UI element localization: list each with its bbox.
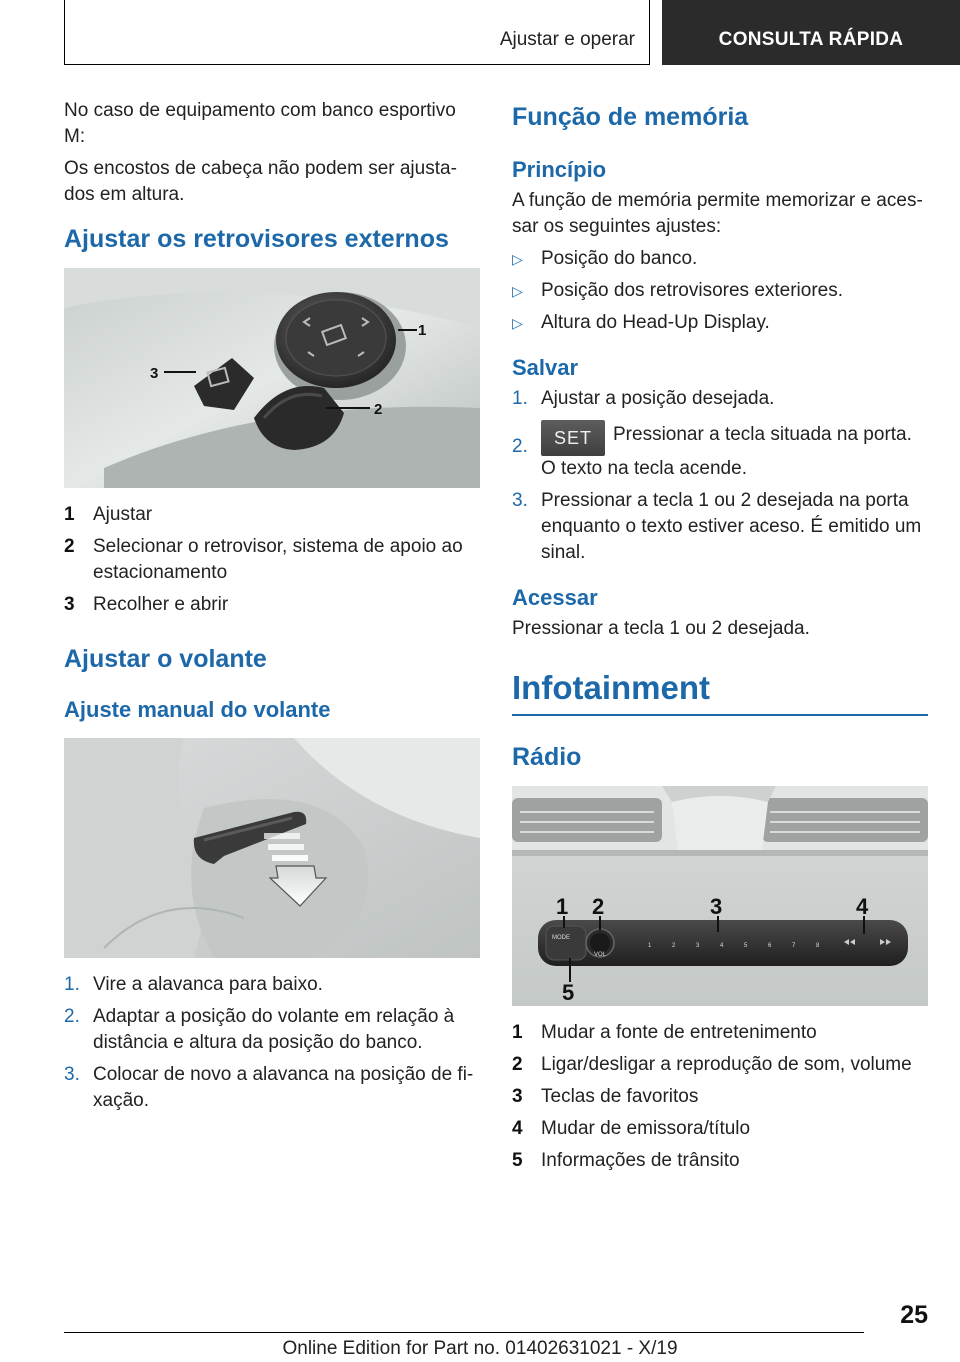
list-item [512, 246, 928, 272]
radio-panel-figure [512, 786, 928, 1006]
legend-text: Ligar/desligar a reprodução de som, volume [541, 1054, 912, 1075]
list-item [512, 1020, 928, 1046]
radio-preset-key-7: 7 [792, 943, 796, 949]
access-heading: Acessar [512, 585, 598, 610]
step-number: 3. [64, 1064, 80, 1085]
set-key-button: SET [541, 420, 605, 456]
left-column [64, 98, 480, 1120]
page-number: 25 [900, 1301, 928, 1329]
radio-heading: Rádio [512, 743, 582, 771]
manual-adjustment-subheading: Ajuste manual do volante [64, 697, 331, 722]
radio-preset-key-8: 8 [816, 943, 820, 949]
legend-number: 5 [512, 1150, 523, 1171]
memory-heading: Função de memória [512, 103, 749, 131]
radio-preset-key-6: 6 [768, 943, 772, 949]
step-text: Vire a alavanca para baixo. [93, 974, 323, 995]
step-text: Ajustar a posição desejada. [541, 388, 775, 409]
footer-divider [64, 1332, 864, 1333]
list-item [64, 1004, 480, 1056]
steering-steps [64, 972, 480, 1114]
bullet-text: Posição do banco. [541, 248, 698, 269]
radio-preset-key-3: 3 [696, 943, 700, 949]
mirror-figure-label-2: 2 [374, 401, 383, 418]
legend-number: 3 [512, 1086, 523, 1107]
step-text: Pressionar a tecla 1 ou 2 desejada na porta enquanto o texto estiver aceso. É emitido um sinal. [541, 490, 922, 563]
list-item [64, 502, 480, 528]
radio-preset-key-4: 4 [720, 943, 724, 949]
radio-mode-text: MODE [552, 935, 570, 941]
header-tab-label: CONSULTA RÁPIDA [718, 29, 904, 50]
radio-figure-label-1: 1 [556, 894, 569, 919]
list-item [512, 1116, 928, 1142]
principle-heading: Princípio [512, 157, 607, 182]
sport-seat-note: No caso de equipamento com banco esportivo M: [64, 100, 456, 147]
radio-figure-label-2: 2 [592, 894, 605, 919]
list-item [512, 1052, 928, 1078]
step-text: Colocar de novo a alavanca na posição de fi-xação. [93, 1064, 474, 1111]
step-text: Pressionar a tecla situada na porta. O texto na tecla acende. [541, 424, 912, 479]
legend-number: 3 [64, 594, 75, 615]
list-item [512, 278, 928, 304]
legend-text: Teclas de favoritos [541, 1086, 699, 1107]
step-text: Adaptar a posição do volante em relação à distância e altura da posição do banco. [93, 1006, 455, 1053]
legend-number: 2 [512, 1054, 523, 1075]
headrest-note: Os encostos de cabeça não podem ser ajusta-dos em altura. [64, 158, 457, 205]
legend-text: Informações de trânsito [541, 1150, 740, 1171]
radio-figure-label-4: 4 [856, 894, 869, 919]
radio-figure-label-3: 3 [710, 894, 723, 919]
list-item [512, 310, 928, 336]
mirror-controls-figure [64, 268, 480, 488]
mirror-figure-label-3: 3 [150, 365, 159, 382]
mirror-legend [64, 502, 480, 618]
legend-text: Ajustar [93, 504, 153, 525]
legend-text: Mudar a fonte de entretenimento [541, 1022, 817, 1043]
legend-number: 1 [512, 1022, 523, 1043]
list-item [512, 418, 928, 482]
radio-preset-key-5: 5 [744, 943, 748, 949]
right-column [512, 98, 928, 1180]
step-number: 1. [64, 974, 80, 995]
save-steps [512, 386, 928, 566]
bullet-triangle-icon: ▷ [512, 315, 523, 331]
legend-number: 4 [512, 1118, 523, 1139]
header-section-box [64, 0, 650, 65]
list-item [512, 1148, 928, 1174]
legend-text: Mudar de emissora/título [541, 1118, 751, 1139]
steering-wheel-heading: Ajustar o volante [64, 645, 267, 673]
radio-legend [512, 1020, 928, 1174]
radio-vol-text: VOL [594, 952, 607, 958]
radio-preset-key-2: 2 [672, 943, 676, 949]
bullet-text: Altura do Head-Up Display. [541, 312, 770, 333]
bullet-triangle-icon: ▷ [512, 283, 523, 299]
save-heading: Salvar [512, 355, 579, 380]
principle-bullets [512, 246, 928, 336]
steering-lever-figure [64, 738, 480, 958]
radio-figure-label-5: 5 [562, 980, 575, 1005]
list-item [64, 972, 480, 998]
header-tab-quick-reference[interactable] [662, 0, 960, 65]
mirror-figure-label-1: 1 [418, 322, 427, 339]
step-number: 2. [64, 1006, 80, 1027]
principle-text: A função de memória permite memorizar e aces-sar os seguintes ajustes: [512, 190, 923, 237]
mirrors-heading: Ajustar os retrovisores externos [64, 225, 449, 253]
radio-preset-key-1: 1 [648, 943, 652, 949]
step-number: 1. [512, 388, 528, 409]
step-number: 3. [512, 490, 528, 511]
infotainment-divider [512, 714, 928, 716]
access-text: Pressionar a tecla 1 ou 2 desejada. [512, 618, 810, 639]
list-item [64, 1062, 480, 1114]
list-item [512, 1084, 928, 1110]
legend-text: Recolher e abrir [93, 594, 229, 615]
legend-number: 1 [64, 504, 75, 525]
bullet-text: Posição dos retrovisores exteriores. [541, 280, 844, 301]
list-item [64, 592, 480, 618]
legend-number: 2 [64, 536, 75, 557]
edition-footer: Online Edition for Part no. 01402631021 - X/19 [282, 1338, 678, 1359]
header-section-title: Ajustar e operar [499, 29, 635, 50]
bullet-triangle-icon: ▷ [512, 251, 523, 267]
list-item [512, 488, 928, 566]
infotainment-heading: Infotainment [512, 669, 710, 706]
list-item [64, 534, 480, 586]
list-item [512, 386, 928, 412]
legend-text: Selecionar o retrovisor, sistema de apoio ao estacionamento [93, 536, 463, 583]
step-number: 2. [512, 436, 528, 457]
